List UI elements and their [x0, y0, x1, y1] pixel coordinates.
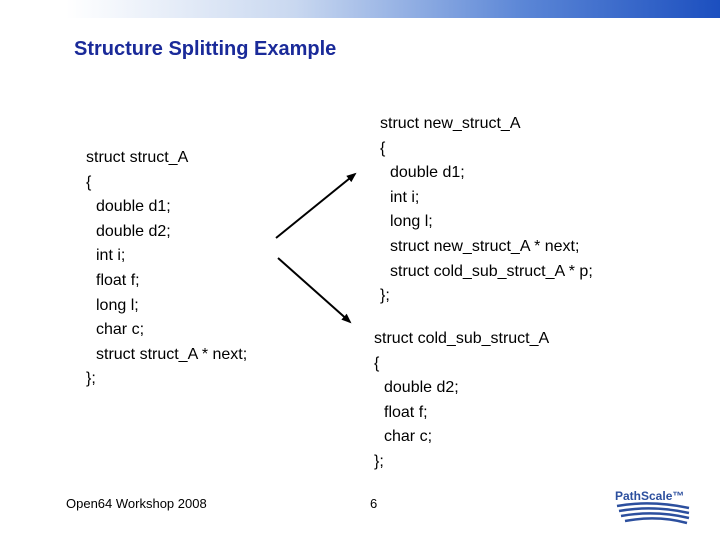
pathscale-logo: [611, 486, 693, 526]
code-line: int i;: [390, 188, 420, 206]
code-line: struct struct_A * next;: [96, 345, 248, 363]
code-line: struct struct_A: [86, 149, 189, 166]
new-struct-code: [380, 112, 593, 309]
code-line: };: [86, 370, 96, 388]
code-line: char c;: [96, 321, 145, 339]
code-line: long l;: [96, 296, 139, 314]
code-line: struct cold_sub_struct_A: [374, 330, 550, 347]
logo-swoosh-icon: [611, 486, 693, 526]
code-line: struct new_struct_A * next;: [390, 237, 580, 255]
footer-event-name: Open64 Workshop 2008: [66, 496, 207, 511]
original-struct-code: [86, 146, 247, 392]
arrow-to-new-struct: [276, 174, 355, 238]
code-line: double d2;: [96, 222, 171, 240]
code-line: float f;: [384, 403, 428, 421]
code-line: {: [374, 354, 380, 372]
code-line: long l;: [390, 213, 433, 231]
page-number: 6: [370, 496, 378, 511]
code-line: {: [380, 139, 386, 157]
cold-struct-code: [374, 327, 549, 475]
code-line: char c;: [384, 428, 433, 446]
code-line: struct cold_sub_struct_A * p;: [390, 262, 593, 280]
code-line: };: [374, 452, 384, 470]
code-line: float f;: [96, 271, 140, 289]
code-line: double d1;: [390, 164, 465, 182]
code-line: int i;: [96, 247, 126, 265]
slide-title: Structure Splitting Example: [74, 38, 337, 60]
code-line: double d2;: [384, 379, 459, 397]
arrow-to-cold-struct: [278, 258, 350, 322]
logo-text: PathScale™: [615, 489, 685, 503]
code-line: {: [86, 173, 92, 191]
header-gradient-bar: [66, 0, 720, 18]
code-line: struct new_struct_A: [380, 115, 521, 132]
code-line: };: [380, 287, 390, 305]
code-line: double d1;: [96, 198, 171, 216]
